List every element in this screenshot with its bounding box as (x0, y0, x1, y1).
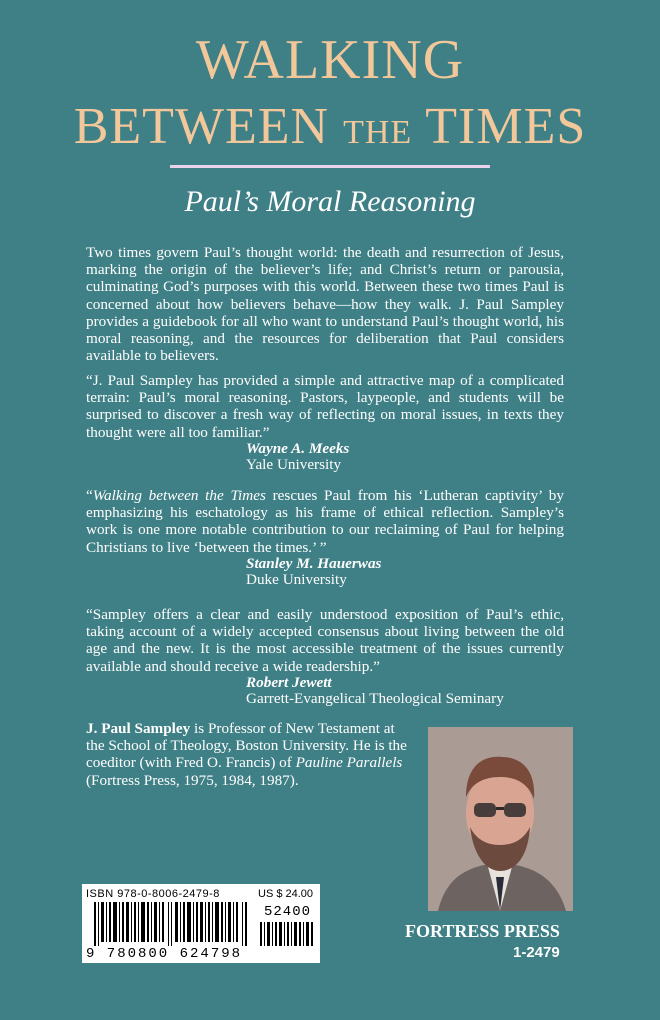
addon-code: 52400 (264, 904, 312, 920)
quote-jewett (86, 606, 564, 707)
quote-text: “J. Paul Sampley has provided a simple and attractive map of a complicated terrain: Paul’s moral reasoning. Pastors, laypeople, and students will be surprised to discover a fresh way of reflecting on moral issues, in texts they thought were all too familiar.” (86, 372, 564, 441)
quote-author: Wayne A. Meeks (246, 439, 350, 457)
barcode-digits: 9 780800 624798 (86, 946, 243, 962)
intro-paragraph: Two times govern Paul’s thought world: the death and resurrection of Jesus, marking the origin of the believer’s life; and Christ’s return or parousia, culminating God’s purposes with this world. Between these two times Paul is concerned about how believers behave—how they walk. J. Paul Sampley provides a guidebook for all who want to understand Paul’s thought world, his moral reasoning, and the resources for deliberation that Paul considers available to believers. (86, 244, 564, 365)
title-line-1: WALKING (195, 29, 465, 91)
ean-barcode (94, 902, 252, 946)
author-portrait-image (428, 727, 573, 911)
quote-author: Stanley M. Hauerwas (246, 554, 382, 572)
barcode-box (82, 884, 320, 963)
price-label: US $ 24.00 (258, 888, 314, 900)
quote-meeks (86, 372, 564, 473)
addon-barcode (260, 922, 314, 946)
quote-author: Robert Jewett (246, 673, 332, 691)
publisher-name: FORTRESS PRESS (405, 921, 560, 941)
isbn-label: ISBN 978-0-8006-2479-8 (86, 888, 220, 900)
quote-attribution (246, 441, 564, 473)
quote-institution: Garrett-Evangelical Theological Seminary (246, 689, 504, 707)
quote-institution: Duke University (246, 570, 347, 588)
subtitle: Paul’s Moral Reasoning (184, 185, 476, 218)
quote-hauerwas (86, 487, 564, 588)
title-rule (170, 165, 490, 168)
publisher-code: 1-2479 (513, 944, 560, 961)
quote-text: “Walking between the Times rescues Paul from his ‘Lutheran captivity’ by emphasizing his eschatology as his frame of ethical reflection. Sampley’s work is one more notable contribution to our reclaiming of Paul for helping Christians to live ‘between the times.’ ” (86, 487, 564, 556)
quote-attribution (246, 556, 564, 588)
author-photo (428, 727, 573, 911)
quote-attribution (246, 675, 564, 707)
author-bio: J. Paul Sampley is Professor of New Testament at the School of Theology, Boston University. He is the coeditor (with Fred O. Francis) of Pauline Parallels (Fortress Press, 1975, 1984, 1987). (86, 720, 407, 789)
quote-institution: Yale University (246, 455, 342, 473)
quote-text: “Sampley offers a clear and easily understood exposition of Paul’s ethic, taking account of a widely accepted consensus about living between the old age and the new. It is the most accessible treatment of the issues currently available and should receive a wide readership.” (86, 606, 564, 675)
title-line-2: BETWEEN THE TIMES (73, 98, 587, 155)
